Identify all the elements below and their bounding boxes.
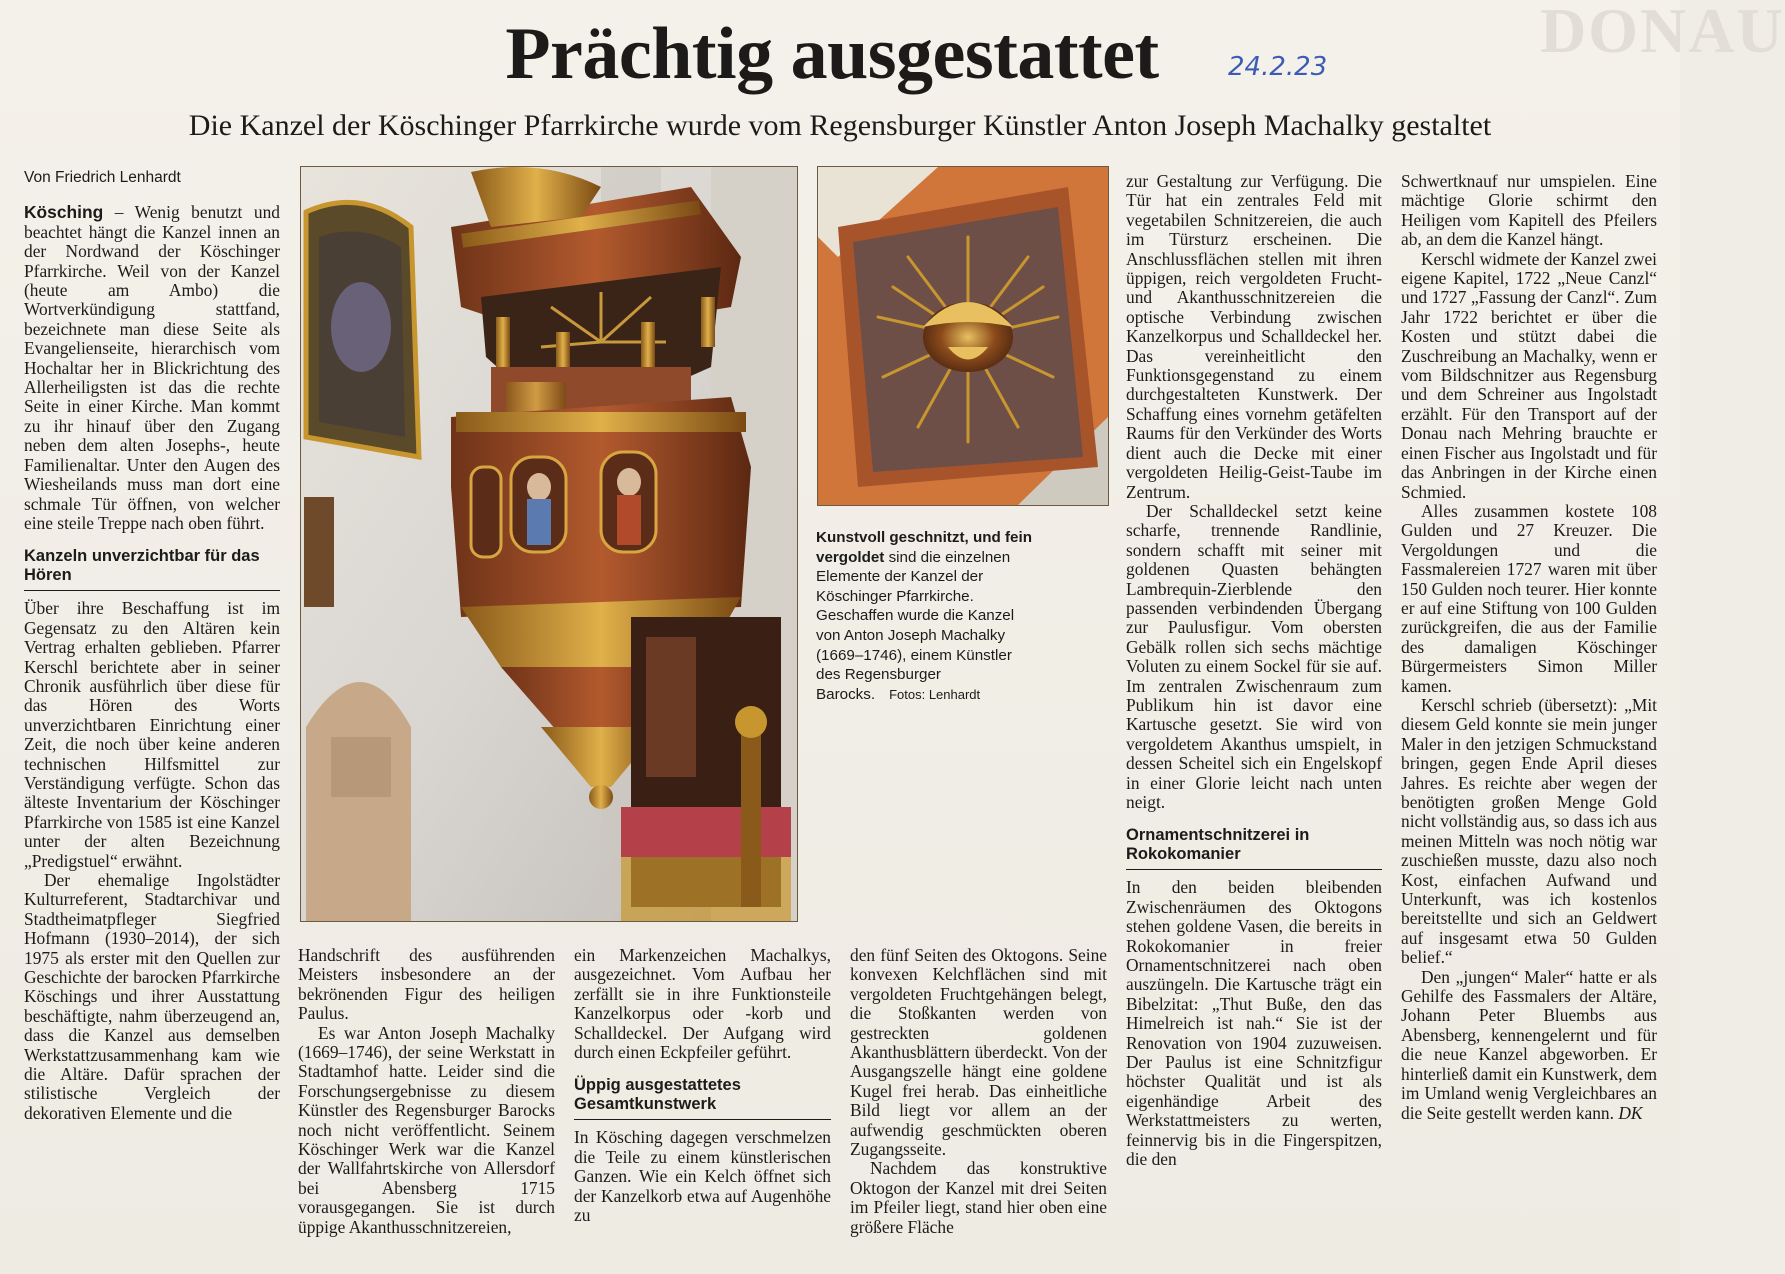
paragraph: Alles zusammen kostete 108 Gulden und 27 Kreuzer. Die Vergoldungen und die Fassmalereien 1727 waren mit über 150 Gulden noch teurer. Hier konnte er auf eine Stiftung von 100 Gulden zurückgreifen, die aus der Familie des damaligen Köschinger Bürgermeisters Simon Miller kamen.	[1401, 500, 1657, 696]
caption-lead: Kunstvoll geschnitzt, und fein vergoldet	[816, 529, 1032, 566]
paragraph: Kerschl widmete der Kanzel zwei eigene Kapitel, 1722 „Neue Canzl“ und 1727 „Fassung der Canzl“. Zum Jahr 1722 berichtet er über die Kosten und stützt dabei die Zuschreibung an Machalky, wenn er vom Bildschnitzer aus Regensburg und dem Schreiner aus Ingolstadt erzählt. Für den Transport auf der Donau nach Mehring brauchte er einen Fischer aus Ingolstadt und für das Anbringen in der Kirche einen Schmied.	[1401, 248, 1657, 502]
article-column-1	[24, 168, 280, 1123]
paragraph: zur Gestaltung zur Verfügung. Die Tür hat ein zentrales Feld mit vegetabilen Schnitzereien, die auch im Türsturz erscheinen. Die Anschlussflächen stellen mit ihren üppigen, reich vergoldeten Frucht- und Akanthusschnitzereien die optische Verbindung zwischen Kanzelkorpus und Schalldeckel her. Das vereinheitlicht den Funktionsgegenstand zu einem durchgestalteten Kunstwerk. Der Schaffung eines vornehm getäfelten Raums für den Verkünder des Worts dient auch die Decke mit einer vergoldeten Heilig-Geist-Taube im Zentrum.	[1126, 171, 1382, 502]
headline: Prächtig ausgestattet	[505, 13, 1159, 95]
article-column-4	[850, 946, 1107, 1237]
article-column-2	[298, 946, 555, 1237]
masthead-ghost-text: DONAU	[1540, 0, 1785, 66]
paragraph: den fünf Seiten des Oktogons. Seine konvexen Kelchflächen sind mit vergoldeten Fruchtgehängen belegt, die Stoßkanten werden von gestreckten goldenen Akanthusblättern überdeckt. Von der Ausgangszelle hängt eine goldene Kugel frei herab. Das einheitliche Bild liegt vor allem an der aufwendig geschmückten oberen Zugangsseite.	[850, 945, 1107, 1160]
article-column-5	[1126, 172, 1382, 1170]
paragraph: Der Schalldeckel setzt keine scharfe, trennende Randlinie, sondern schafft mit seiner mit goldenen Quasten behängten Lambrequin-Zierblende den passenden verbindenden Übergang zur Paulusfigur. Vom obersten Gebälk rollen sich sechs mächtige Voluten zu einem Sockel für sie auf. Im zentralen Zwischenraum zum Publikum hin ist davor eine Kartusche gesetzt. Sie wird von vergoldetem Akanthus umspielt, in dessen Scheitel sich ein Engelskopf in einer Glorie leicht nach unten neigt.	[1126, 500, 1382, 812]
holy-spirit-dove-photo	[817, 166, 1109, 506]
intro-paragraph: Kösching – Wenig benutzt und beachtet hängt die Kanzel innen an der Nordwand der Köschinger Pfarrkirche. Weil von der Kanzel (heute am Ambo) die Wortverkündigung stattfand, bezeichnete man diese Seite als Evangelienseite, hierarchisch vom Hochaltar her in Blickrichtung des Allerheiligsten ist das die rechte Seite in einer Kirche. Man kommt zu ihr hinauf über den Zugang neben dem alten Josephs-, heute Familienaltar. Unter den Augen des Wiesheilands muss man dort eine schmale Tür öffnen, von welcher eine steile Treppe nach oben führt.	[24, 202, 280, 533]
photo-credit: Fotos: Lenhardt	[889, 686, 981, 702]
article-column-6	[1401, 172, 1657, 1123]
article-column-3	[574, 946, 831, 1225]
paragraph: Schwertknauf nur umspielen. Eine mächtige Glorie schirmt den Heiligen vom Kapitell des Pfeilers ab, an dem die Kanzel hängt.	[1401, 171, 1657, 250]
paragraph: Handschrift des ausführenden Meisters insbesondere an der bekrönenden Figur des heiligen Paulus.	[298, 945, 555, 1024]
paragraph: Der ehemalige Ingolstädter Kulturreferent, Stadtarchivar und Stadtheimatpfleger Siegfried Hofmann (1930–2014), der sich 1975 als erster mit den Quellen zur Geschichte der barocken Pfarrkirche Köschings und ihrer Ausstattung beschäftigte, nahm überzeugend an, dass die Kanzel aus demselben Werkstattzusammenhang kam wie die Altäre. Dafür sprachen der stilistische Vergleich der dekorativen Elemente und die	[24, 870, 280, 1123]
subhead-kanzeln: Kanzeln unverzichtbar für das Hören	[24, 547, 280, 591]
paragraph: Über ihre Beschaffung ist im Gegensatz zu den Altären kein Vertrag erhalten geblieben. Pfarrer Kerschl berichtete aber in seiner Chronik ausführlich über diese für das Hören des Worts unverzichtbaren Einrichtung einer Zeit, die noch über keine anderen technischen Hilfsmittel zur Verständigung verfügte. Schon das älteste Inventarium der Köschinger Pfarrkirche von 1585 ist eine Kanzel unter der alten Bezeichnung „Predigstuel“ erwähnt.	[24, 598, 280, 871]
paragraph: Kerschl schrieb (übersetzt): „Mit diesem Geld konnte sie mein junger Maler in den jetzigen Schmuckstand bringen, gegen Ende April dieses Jahres. Es reichte aber wegen der benötigten großen Menge Gold nicht vollständig aus, so dass ich aus meinen Mitteln was noch nötig war zuschießen musste, dazu also noch Kost, einfachen Aufwand und Unterkunft, was ich kostenlos bereitstellte und sich an Geldwert auf insgesamt etwa 50 Gulden belief.“	[1401, 694, 1657, 968]
paragraph: ein Markenzeichen Machalkys, ausgezeichnet. Vom Aufbau her zerfällt sie in ihre Funktionsteile Kanzelkorpus oder -korb und Schalldeckel. Der Aufgang wird durch einen Eckpfeiler geführt.	[574, 945, 831, 1063]
subhead-gesamtkunstwerk: Üppig ausgestattetes Gesamtkunstwerk	[574, 1076, 831, 1120]
paragraph: Es war Anton Joseph Machalky (1669–1746), der seine Werkstatt in Stadtamhof hatte. Leider sind die Forschungsergebnisse zu diesem Künstler des Regensburger Barocks noch nicht veröffentlicht. Seinem Köschinger Werk war die Kanzel der Wallfahrtskirche von Allersdorf bei Abensberg 1715 vorausgegangen. Sie ist durch üppige Akanthusschnitzereien,	[298, 1022, 555, 1237]
paragraph: In Kösching dagegen verschmelzen die Teile zu einem künstlerischen Ganzen. Wie ein Kelch öffnet sich der Kanzelkorb etwa auf Augenhöhe zu	[574, 1127, 831, 1226]
handwritten-date: 24.2.23	[1228, 52, 1328, 82]
subhead-ornamentschnitzerei: Ornamentschnitzerei in Rokokomanier	[1126, 826, 1382, 870]
paragraph: Nachdem das konstruktive Oktogon der Kanzel mit drei Seiten im Pfeiler liegt, stand hier oben eine größere Fläche	[850, 1158, 1107, 1237]
photo-caption: Kunstvoll geschnitzt, und fein vergoldet sind die einzelnen Elemente der Kanzel der Köschinger Pfarrkirche. Geschaffen wurde die Kanzel von Anton Joseph Machalky (1669–1746), einem Künstler des Regensburger Barocks. Fotos: Lenhardt	[816, 529, 1032, 703]
subheadline: Die Kanzel der Köschinger Pfarrkirche wurde vom Regensburger Künstler Anton Joseph Machalky gestaltet	[188, 109, 1492, 142]
dateline-location: Kösching	[24, 202, 104, 223]
pulpit-photo	[300, 166, 798, 922]
author-signature: DK	[1618, 1102, 1643, 1123]
paragraph: Den „jungen“ Maler“ hatte er als Gehilfe des Fassmalers der Altäre, Johann Peter Bluembs aus Abensberg, kennengelernt und für die neue Kanzel abgeworben. Er hinterließ damit ein Kunstwerk, dem im Umland wenig Vergleichbares an die Seite gestellt werden kann. DK	[1401, 966, 1657, 1123]
byline: Von Friedrich Lenhardt	[24, 169, 181, 186]
paragraph: In den beiden bleibenden Zwischenräumen des Oktogons stehen goldene Vasen, die bereits in Rokokomanier in freier Ornamentschnitzerei nach oben auszüngeln. Die Kartusche trägt ein Bibelzitat: „Thut Buße, den das Himelreich ist nah.“ Sie ist der Renovation von 1904 zuzuweisen. Der Paulus ist eine Schnitzfigur höchster Qualität und ist als eigenhändige Arbeit des Werkstattmeisters zu werten, feinnervig bis in die Fingerspitzen, die den	[1126, 877, 1382, 1170]
